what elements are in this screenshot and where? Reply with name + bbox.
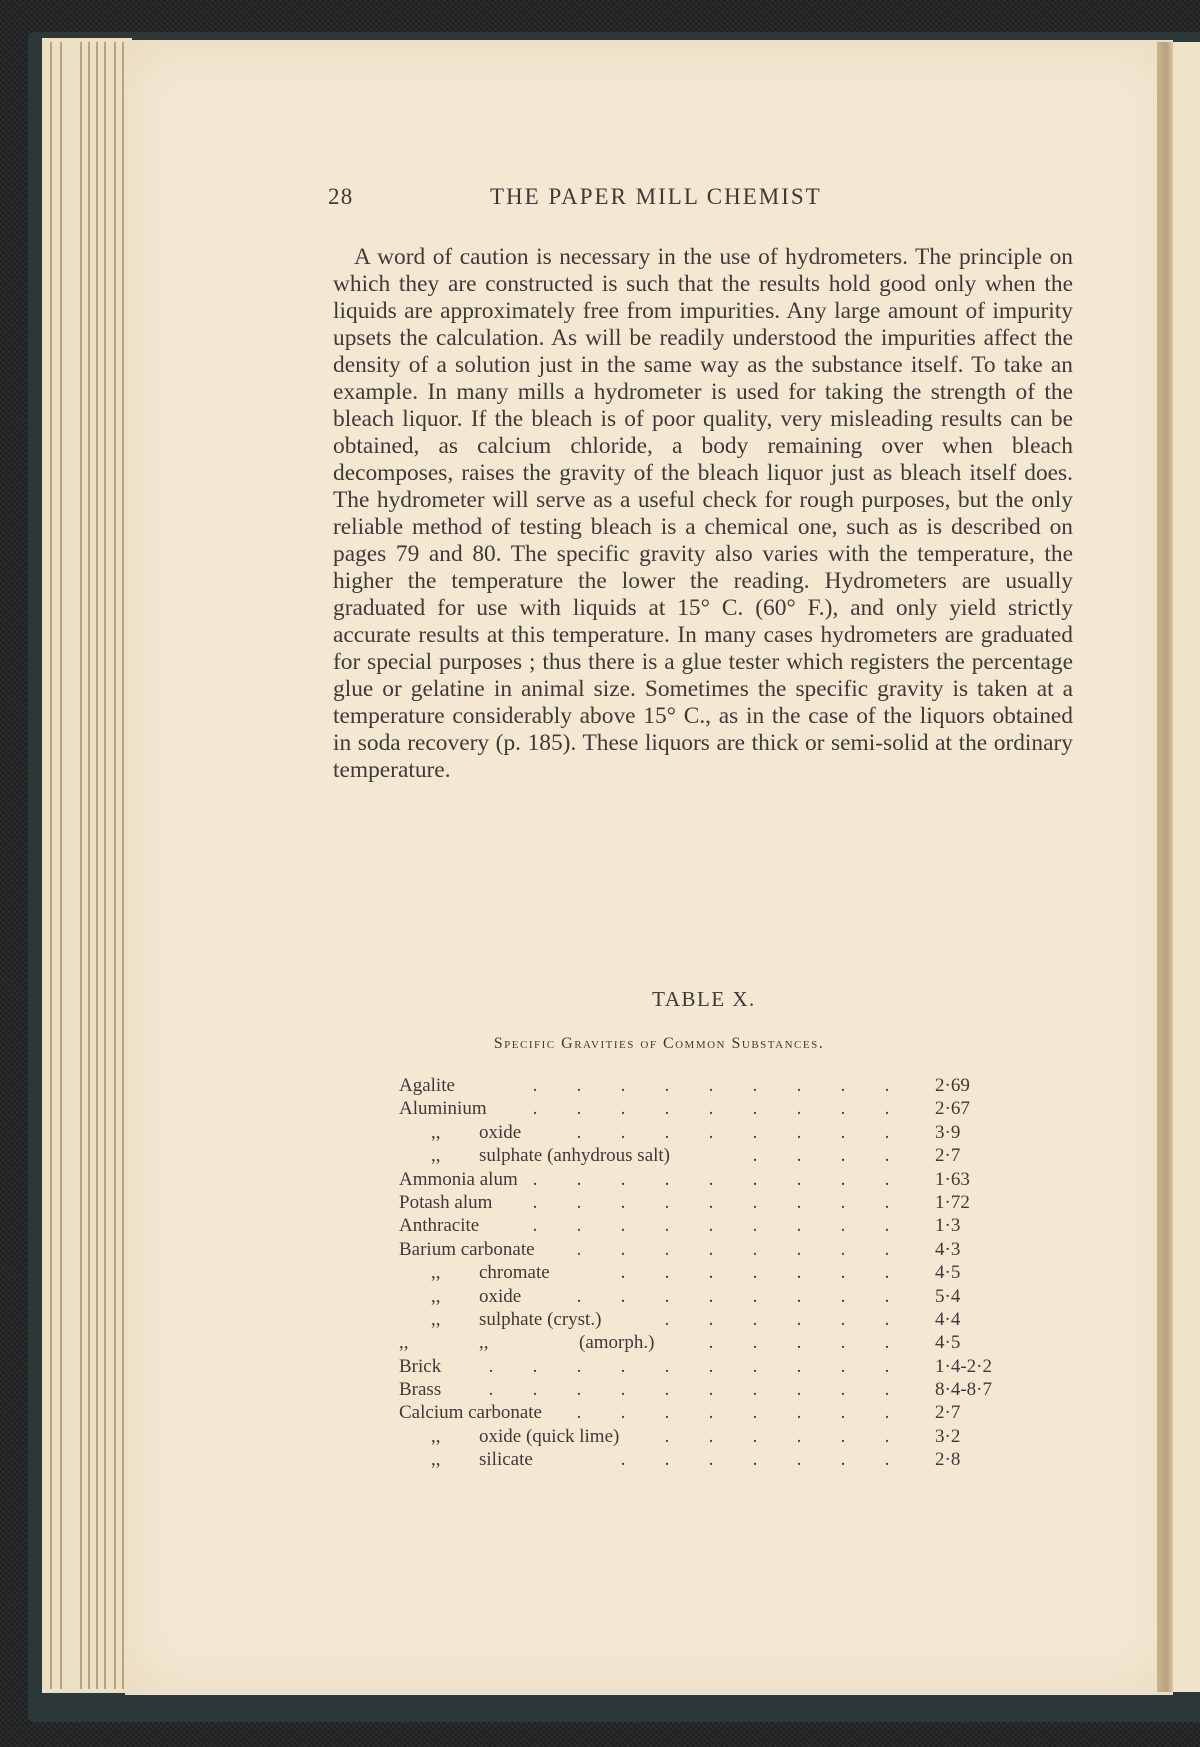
ditto-mark: ,, — [479, 1332, 489, 1354]
ditto-mark: ,, — [431, 1145, 441, 1167]
substance-name: oxide — [479, 1285, 522, 1307]
dot-leaders: . . . . — [752, 1145, 890, 1167]
substance-name: (amorph.) — [579, 1332, 655, 1354]
specific-gravity-table — [399, 1074, 992, 1472]
specific-gravity-value: 1·72 — [935, 1191, 970, 1213]
dot-leaders: . . . . . . . . . — [532, 1168, 890, 1190]
table-row — [399, 1144, 979, 1167]
specific-gravity-value: 5·4 — [935, 1285, 961, 1307]
dot-leaders: . . . . . . . — [620, 1262, 890, 1284]
page-edge-line — [114, 42, 116, 1689]
specific-gravity-value: 4·5 — [935, 1332, 961, 1354]
specific-gravity-value: 4·3 — [935, 1238, 961, 1260]
dot-leaders: . . . . . . . . . — [532, 1075, 890, 1096]
page-edge-line — [80, 42, 82, 1689]
table-row — [399, 1401, 979, 1424]
substance-name: Ammonia alum — [399, 1168, 518, 1190]
page-edge-line — [104, 42, 106, 1689]
ditto-mark: ,, — [431, 1425, 441, 1447]
table-row — [399, 1191, 979, 1214]
table-row — [399, 1168, 979, 1191]
ditto-mark: ,, — [431, 1449, 441, 1471]
specific-gravity-value: 2·67 — [935, 1098, 970, 1120]
dot-leaders: . . . . . . . . . — [532, 1191, 890, 1213]
table-row — [399, 1448, 979, 1471]
page-edge-line — [88, 42, 90, 1689]
dot-leaders: . . . . . . . . — [576, 1285, 890, 1307]
ditto-mark: ,, — [431, 1308, 441, 1330]
table-row — [399, 1285, 979, 1308]
substance-name: Barium carbonate — [399, 1238, 535, 1260]
table-row — [399, 1097, 979, 1120]
table-row — [399, 1308, 979, 1331]
page-number: 28 — [328, 184, 354, 209]
page-stack-edges — [42, 38, 132, 1693]
substance-name: silicate — [479, 1449, 533, 1471]
dot-leaders: . . . . . . . . . . — [488, 1379, 890, 1401]
table-subtitle: Specific Gravities of Common Substances. — [493, 1035, 825, 1052]
specific-gravity-value: 3·2 — [935, 1425, 961, 1447]
substance-name: Brick — [399, 1355, 442, 1377]
specific-gravity-value: 2·7 — [935, 1402, 961, 1424]
specific-gravity-value: 8·4-8·7 — [935, 1379, 992, 1401]
substance-name: sulphate (cryst.) — [479, 1308, 602, 1330]
specific-gravity-value: 2·69 — [935, 1075, 970, 1096]
substance-name: Anthracite — [399, 1215, 480, 1237]
dot-leaders: . . . . . . . . . — [532, 1215, 890, 1237]
dot-leaders: . . . . . . — [664, 1308, 890, 1330]
table-title: TABLE X. — [652, 987, 756, 1011]
specific-gravity-value: 2·7 — [935, 1145, 961, 1167]
ditto-mark: ,, — [431, 1285, 441, 1307]
substance-name: oxide (quick lime) — [479, 1425, 620, 1447]
substance-name: sulphate (anhydrous salt) — [479, 1145, 671, 1167]
facing-page-edge — [1173, 42, 1200, 1692]
dot-leaders: . . . . . — [708, 1332, 890, 1354]
table-row — [399, 1331, 979, 1354]
ditto-mark: ,, — [431, 1121, 441, 1143]
dot-leaders: . . . . . . . — [620, 1449, 890, 1471]
table-row — [399, 1261, 979, 1284]
dot-leaders: . . . . . . . . — [576, 1121, 890, 1143]
dot-leaders: . . . . . . . . — [576, 1402, 890, 1424]
table-row — [399, 1425, 979, 1448]
substance-name: oxide — [479, 1121, 522, 1143]
substance-name: Brass — [399, 1379, 442, 1401]
page-gutter — [1157, 42, 1173, 1692]
dot-leaders: . . . . . . . . . . — [488, 1355, 890, 1377]
dot-leaders: . . . . . . . . — [576, 1238, 890, 1260]
table-row — [399, 1378, 992, 1401]
dot-leaders: . . . . . . . . . — [532, 1098, 890, 1120]
table-row — [399, 1355, 992, 1378]
dot-leaders: . . . . . . — [664, 1425, 890, 1447]
table-row — [399, 1121, 979, 1144]
specific-gravity-value: 4·4 — [935, 1308, 961, 1330]
page-edge-line — [96, 42, 98, 1689]
specific-gravity-value: 4·5 — [935, 1262, 961, 1284]
page-edge-line — [122, 42, 124, 1689]
substance-name: Potash alum — [399, 1191, 493, 1213]
running-title: THE PAPER MILL CHEMIST — [490, 184, 822, 209]
ditto-mark: ,, — [399, 1332, 409, 1354]
page-content — [328, 184, 1073, 1471]
specific-gravity-value: 3·9 — [935, 1121, 961, 1143]
specific-gravity-value: 2·8 — [935, 1449, 961, 1471]
table-row — [399, 1238, 979, 1261]
table-row — [399, 1214, 979, 1237]
body-paragraph: A word of caution is necessary in the use of hydrometers. The principle on which they are constructed is such that the results hold good only when the liquids are approximately free from impurities. Any large amount of impurity upsets the calculation. As will be readily understood the impurities affect the density of a solution just in the same way as the substance itself. To take an example. In many mills a hydrometer is used for taking the strength of the bleach liquor. If the bleach is of poor quality, very misleading results can be obtained, as calcium chloride, a body remaining over when bleach decomposes, raises the gravity of the bleach liquor just as bleach itself does. The hydrometer will serve as a useful check for rough purposes, but the only reliable method of testing bleach is a chemical one, such as is described on pages 79 and 80. The specific gravity also varies with the temperature, the higher the temperature the lower the reading. Hydrometers are usually graduated for use with liquids at 15° C. (60° F.), and only yield strictly accurate results at this temperature. In many cases hydrometers are graduated for special purposes ; thus there is a glue tester which registers the percentage glue or gelatine in animal size. Sometimes the specific gravity is taken at a temperature considerably above 15° C., as in the case of the liquors obtained in soda recovery (p. 185). These liquors are thick or semi-solid at the ordinary temperature. — [333, 244, 1073, 783]
specific-gravity-value: 1·4-2·2 — [935, 1355, 992, 1377]
substance-name: Agalite — [399, 1075, 455, 1096]
page-edge-line — [50, 42, 52, 1689]
running-head — [328, 184, 1071, 214]
substance-name: chromate — [479, 1262, 550, 1284]
specific-gravity-value: 1·63 — [935, 1168, 970, 1190]
page-edge-line — [60, 42, 62, 1689]
substance-name: Aluminium — [399, 1098, 487, 1120]
ditto-mark: ,, — [431, 1262, 441, 1284]
table-row — [399, 1074, 979, 1097]
substance-name: Calcium carbonate — [399, 1402, 542, 1424]
specific-gravity-value: 1·3 — [935, 1215, 961, 1237]
